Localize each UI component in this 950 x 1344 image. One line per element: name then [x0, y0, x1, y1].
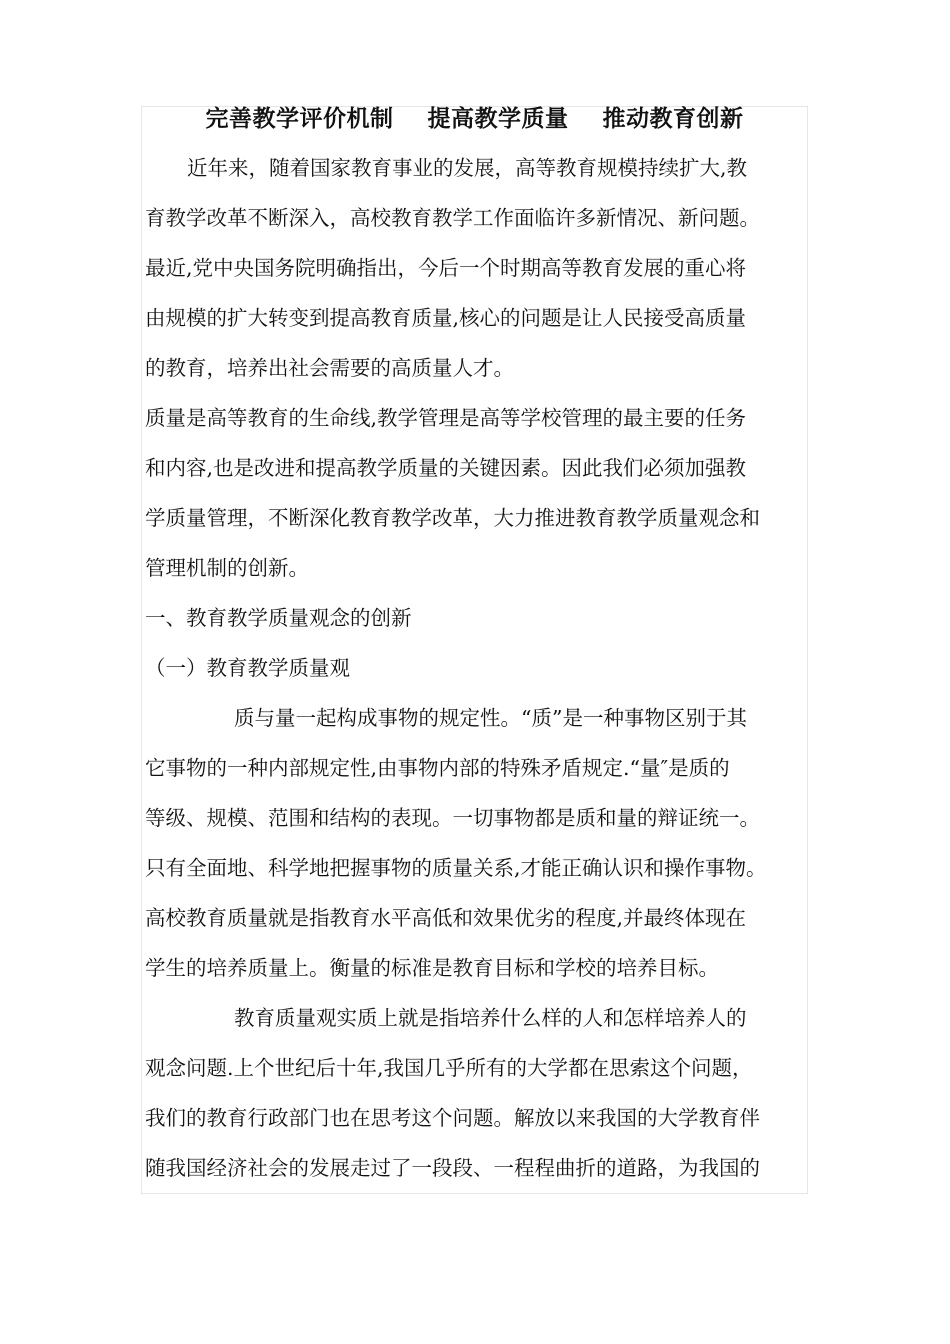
paragraph-line: 近年来，随着国家教育事业的发展，高等教育规模持续扩大,教 [187, 156, 748, 180]
paragraph-line: 质量是高等教育的生命线,教学管理是高等学校管理的最主要的任务 [145, 406, 747, 430]
paragraph-line: 学质量管理，不断深化教育教学改革，大力推进教育教学质量观念和 [145, 506, 760, 530]
paragraph-line: 由规模的扩大转变到提高教育质量,核心的问题是让人民接受高质量 [145, 306, 747, 330]
paragraph-line: 它事物的一种内部规定性,由事物内部的特殊矛盾规定.“量″是质的 [145, 756, 730, 780]
paragraph-line: 我们的教育行政部门也在思考这个问题。解放以来我国的大学教育伴 [145, 1106, 760, 1130]
paragraph-line: 的教育，培养出社会需要的高质量人才。 [145, 356, 514, 380]
paragraph-line: 和内容,也是改进和提高教学质量的关键因素。因此我们必须加强教 [145, 456, 747, 480]
paragraph-line: 学生的培养质量上。衡量的标准是教育目标和学校的培养目标。 [145, 956, 719, 980]
document-title: 完善教学评价机制 提高教学质量 推动教育创新 [205, 105, 744, 132]
subsection-heading: （一）教育教学质量观 [145, 656, 350, 680]
paragraph-line: 等级、规模、范围和结构的表现。一切事物都是质和量的辩证统一。 [145, 806, 760, 830]
paragraph-line: 高校教育质量就是指教育水平高低和效果优劣的程度,并最终体现在 [145, 906, 747, 930]
paragraph-line: 质与量一起构成事物的规定性。“质”是一种事物区别于其 [234, 706, 747, 730]
paragraph-line: 教育质量观实质上就是指培养什么样的人和怎样培养人的 [234, 1006, 747, 1030]
paragraph-line: 最近,党中央国务院明确指出，今后一个时期高等教育发展的重心将 [145, 256, 747, 280]
paragraph-line: 育教学改革不断深入，高校教育教学工作面临许多新情况、新问题。 [145, 206, 760, 230]
paragraph-line: 观念问题.上个世纪后十年,我国几乎所有的大学都在思索这个问题， [145, 1056, 753, 1080]
paragraph-line: 只有全面地、科学地把握事物的质量关系,才能正确认识和操作事物。 [145, 856, 767, 880]
section-heading: 一、教育教学质量观念的创新 [145, 606, 412, 630]
paragraph-line: 随我国经济社会的发展走过了一段段、一程程曲折的道路，为我国的 [145, 1156, 760, 1180]
paragraph-line: 管理机制的创新。 [145, 556, 309, 580]
